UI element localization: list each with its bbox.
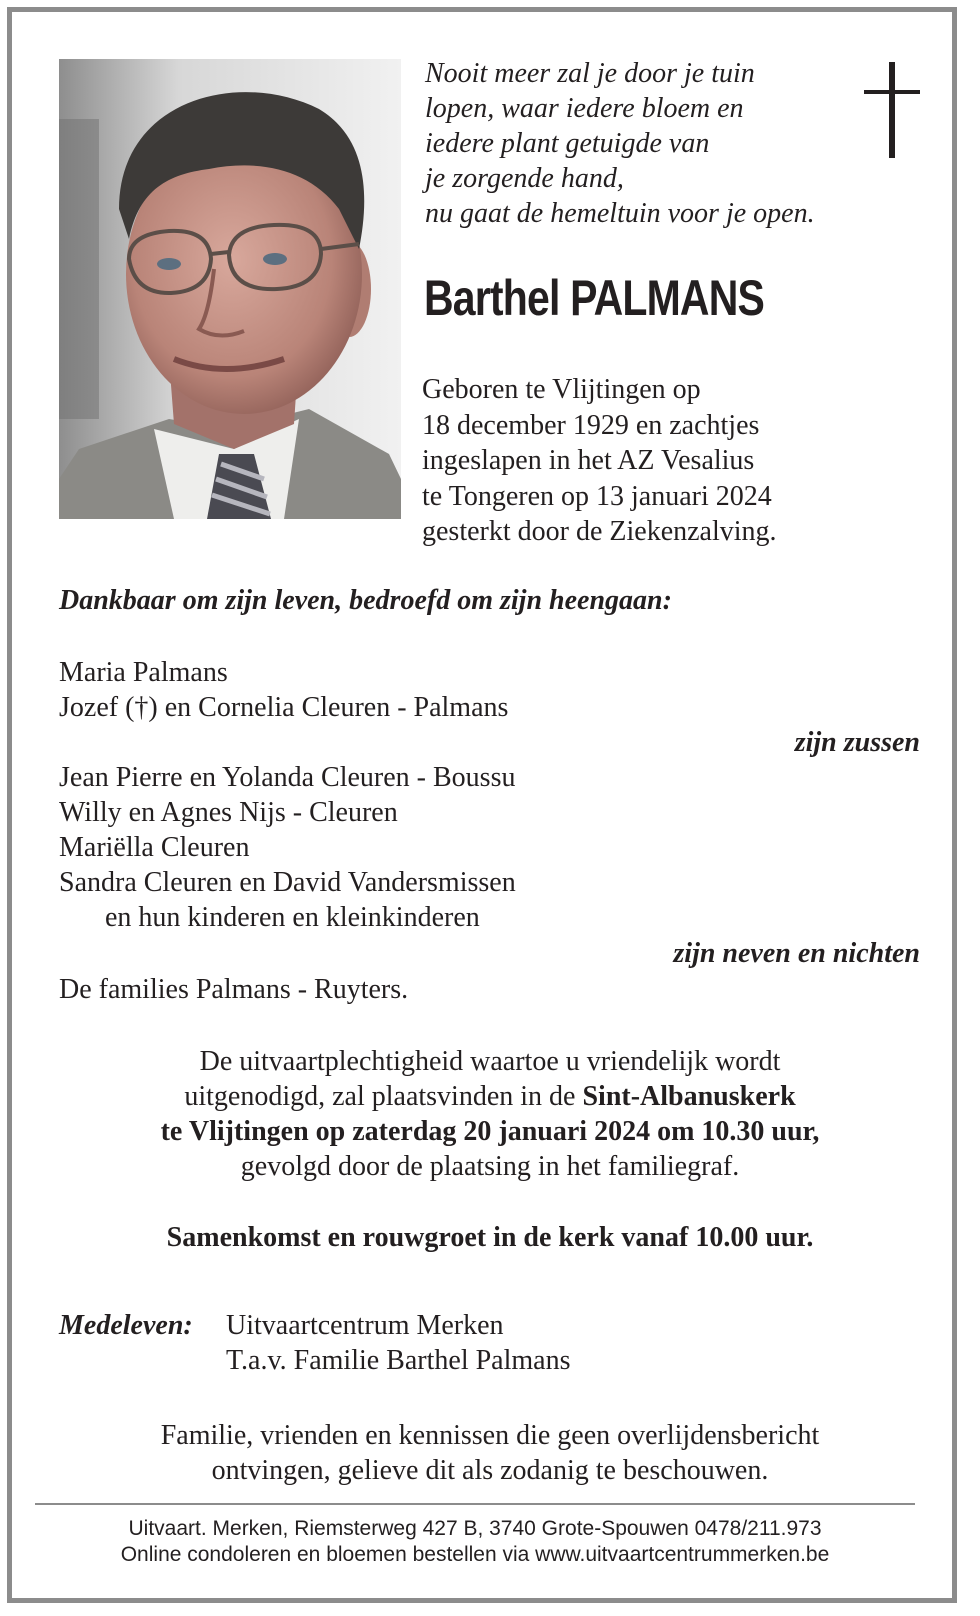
relation-label: zijn neven en nichten (673, 938, 920, 969)
poem-line: je zorgende hand, (425, 163, 624, 194)
portrait-image (59, 59, 401, 519)
poem (425, 56, 865, 231)
notice-text (40, 1418, 940, 1488)
details-line: ingeslapen in het AZ Vesalius (422, 445, 755, 476)
sympathy-address: T.a.v. Familie Barthel Palmans (226, 1345, 571, 1376)
footer-website: Online condoleren en bloemen bestellen via www.uitvaartcentrummerken.be (120, 1543, 830, 1566)
details-line: te Tongeren op 13 januari 2024 (422, 480, 772, 512)
details-line: gesterkt door de Ziekenzalving. (422, 516, 777, 547)
family-member: Mariëlla Cleuren (59, 832, 250, 863)
sympathy-address: Uitvaartcentrum Merken (226, 1310, 504, 1341)
portrait-photo (59, 59, 401, 519)
cross-icon (864, 62, 920, 158)
family-member: De families Palmans - Ruyters. (59, 974, 409, 1005)
notice-line: Familie, vrienden en kennissen die geen overlijdensbericht (160, 1420, 820, 1451)
notice-line: ontvingen, gelieve dit als zodanig te beschouwen. (211, 1455, 769, 1486)
relation-label: zijn zussen (794, 727, 920, 758)
ceremony-date: te Vlijtingen op zaterdag 20 januari 2024 om 10.30 uur, (160, 1116, 820, 1147)
details-line: Geboren te Vlijtingen op (422, 374, 701, 405)
poem-line: lopen, waar iedere bloem en (425, 93, 744, 124)
poem-line: Nooit meer zal je door je tuin (425, 58, 755, 89)
family-member: Maria Palmans (59, 657, 228, 688)
family-member: en hun kinderen en kleinkinderen (105, 902, 480, 933)
deceased-details (422, 372, 902, 550)
family-member: Jozef (†) en Cornelia Cleuren - Palmans (59, 692, 509, 723)
details-line: 18 december 1929 en zachtjes (422, 409, 760, 441)
church-name: Sint-Albanuskerk (582, 1081, 796, 1112)
ceremony-line: gevolgd door de plaatsing in het familiegraf. (240, 1151, 740, 1182)
poem-line: nu gaat de hemeltuin voor je open. (425, 198, 815, 229)
ceremony-text-plain: uitgenodigd, zal plaatsvinden in de (184, 1081, 583, 1112)
sympathy-label: Medeleven: (59, 1310, 193, 1341)
ceremony-line: De uitvaartplechtigheid waartoe u vriendelijk wordt (199, 1046, 781, 1077)
divider (35, 1503, 915, 1505)
ceremony-line (40, 1079, 940, 1114)
ceremony-text (40, 1044, 940, 1184)
family-member: Jean Pierre en Yolanda Cleuren - Boussu (59, 762, 516, 793)
gathering-text: Samenkomst en rouwgroet in de kerk vanaf 10.00 uur. (166, 1222, 814, 1253)
deceased-name: Barthel PALMANS (424, 270, 765, 326)
footer (35, 1516, 915, 1568)
footer-address: Uitvaart. Merken, Riemsterweg 427 B, 3740 Grote-Spouwen 0478/211.973 (128, 1517, 822, 1540)
thanks-heading: Dankbaar om zijn leven, bedroefd om zijn heengaan: (59, 585, 672, 616)
family-member: Sandra Cleuren en David Vandersmissen (59, 867, 516, 898)
family-member: Willy en Agnes Nijs - Cleuren (59, 797, 398, 828)
poem-line: iedere plant getuigde van (425, 128, 710, 159)
